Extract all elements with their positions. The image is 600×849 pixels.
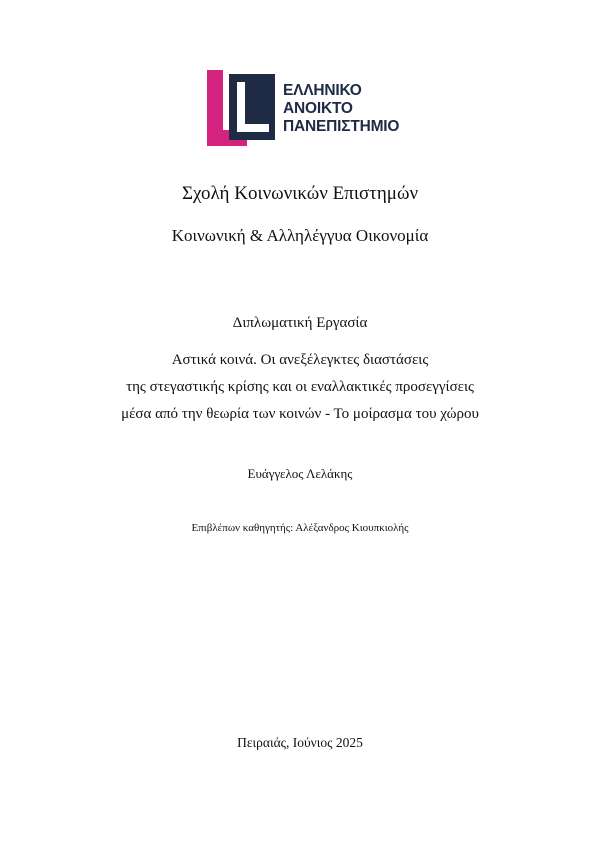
- logo-line-3: ΠΑΝΕΠΙΣΤΗΜΙΟ: [283, 118, 400, 135]
- place-date: Πειραιάς, Ιούνιος 2025: [237, 735, 363, 750]
- program-name: Κοινωνική & Αλληλέγγυα Οικονομία: [171, 226, 429, 245]
- logo-line-1: ΕΛΛΗΝΙΚΟ: [283, 82, 362, 99]
- logo-line-2: ΑΝΟΙΚΤΟ: [283, 100, 353, 117]
- document-type: Διπλωματική Εργασία: [232, 315, 368, 331]
- university-logo-mark: [207, 70, 279, 146]
- university-logo-text: [283, 82, 399, 136]
- thesis-title-line-1: Αστικά κοινά. Οι ανεξέλεγκτες διαστάσεις: [171, 352, 429, 368]
- thesis-title-line-3: μέσα από την θεωρία των κοινών - Το μοίρασμα του χώρου: [121, 406, 479, 422]
- university-logo: [207, 70, 400, 146]
- author-name: Ευάγγελος Λελάκης: [247, 466, 353, 481]
- supervisor: Επιβλέπων καθηγητής: Αλέξανδρος Κιουπκιολής: [191, 522, 409, 534]
- thesis-title-line-2: της στεγαστικής κρίσης και οι εναλλακτικές προσεγγίσεις: [126, 379, 474, 395]
- school-name: Σχολή Κοινωνικών Επιστημών: [181, 183, 419, 204]
- thesis-title: [0, 347, 600, 428]
